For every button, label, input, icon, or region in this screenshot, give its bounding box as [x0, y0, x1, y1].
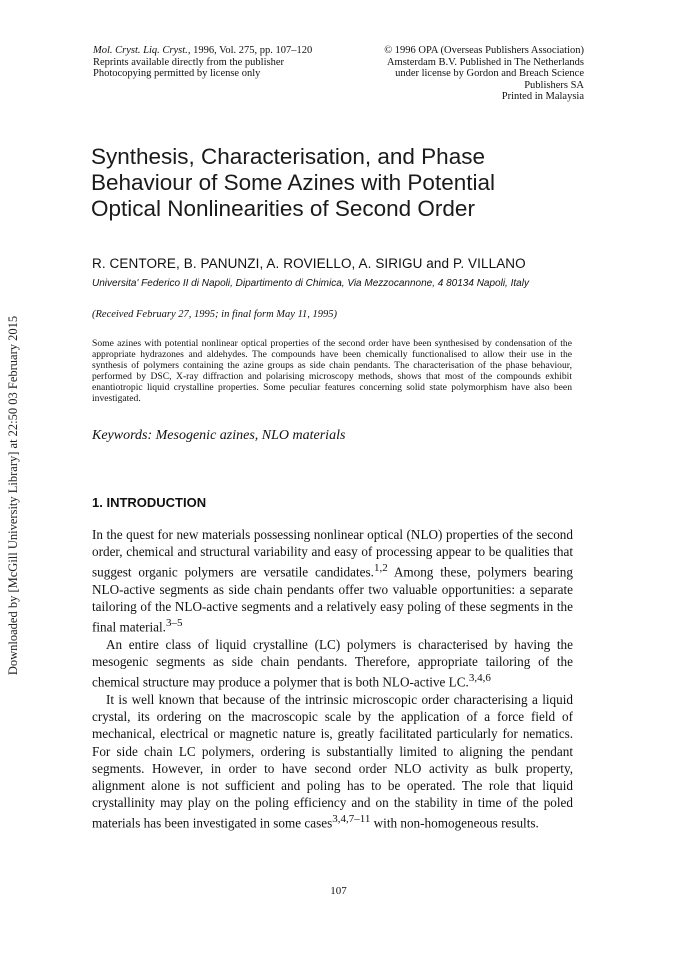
- download-watermark-text: Downloaded by [McGill University Library] at 22:50 03 February 2015: [6, 315, 21, 675]
- printed-line: Printed in Malaysia: [501, 91, 584, 102]
- license-line: under license by Gordon and Breach Science: [395, 68, 584, 79]
- keywords: Keywords: Mesogenic azines, NLO materials: [92, 428, 346, 443]
- abstract: Some azines with potential nonlinear optical properties of the second order have been synthesised by condensation of the appropriate hydrazones and aldehydes. The compounds have been chemically functionalised to allow their use in the synthesis of polymers containing the azine groups as side chain pendants. The characterisation of the phase behaviour, performed by DSC, X-ray diffraction and polarising microscopy methods, shows that most of the compounds exhibit enantiotropic liquid crystalline properties. Some peculiar features concerning solid state polymorphism have also been investigated.: [92, 338, 572, 404]
- reference-superscript: 1,2: [373, 562, 388, 575]
- citation-details: , 1996, Vol. 275, pp. 107–120: [187, 45, 313, 56]
- reprints-line: Reprints available directly from the publisher: [93, 56, 284, 68]
- journal-name: Mol. Cryst. Liq. Cryst.: [93, 45, 188, 56]
- journal-header-right: [384, 45, 584, 103]
- journal-header-left: [93, 45, 312, 80]
- paragraph-text: An entire class of liquid crystalline (LC) polymers is characterised by having the mesogenic segments as side chain pendants. Therefore, appropriate tailoring of the chemical structure may produce a polymer that is both NLO-active LC.: [92, 637, 573, 690]
- publisher-line: Amsterdam B.V. Published in The Netherlands: [386, 56, 584, 68]
- paragraph-text: Among these, polymers bearing NLO-active segments as side chain pendants offer two valuable opportunities: a separate tailoring of the NLO-active segments and a relatively easy poling of these segments in the final material.: [92, 564, 573, 635]
- publisher-name-line: Publishers SA: [524, 79, 584, 91]
- copyright-line: © 1996 OPA (Overseas Publishers Association): [384, 45, 584, 56]
- citation-line: [93, 45, 312, 57]
- reference-superscript: 3,4,7–11: [332, 813, 371, 826]
- title-line: Optical Nonlinearities of Second Order: [91, 196, 475, 221]
- paragraph: [92, 691, 573, 832]
- reference-superscript: 3,4,6: [468, 672, 491, 685]
- paragraph-text: with non-homogeneous results.: [370, 815, 539, 831]
- reference-superscript: 3–5: [165, 617, 183, 630]
- paragraph-text: In the quest for new materials possessing nonlinear optical (NLO) properties of the second order, chemical and structural variability and easy of processing appear to be qualities that suggest organic polymers are versatile candidates.: [92, 527, 573, 580]
- paragraph: [92, 636, 573, 691]
- photocopy-line: Photocopying permitted by license only: [93, 68, 261, 79]
- section-heading: 1. INTRODUCTION: [92, 495, 207, 510]
- paragraph-text: It is well known that because of the intrinsic microscopic order characterising a liquid crystal, its ordering on the macroscopic scale by the application of a force field of mechanical, electrical or magnetic nature is, greatly facilitated particularly for nematics. For side chain LC polymers, ordering is substantially limited to aligning the pendant segments. However, in order to have second order NLO activity as bulk property, alignment alone is not sufficient and poling has to be operated. The role that liquid crystallinity may play on the poling efficiency and on the stability in time of the poled materials has been investigated in some cases: [92, 692, 573, 831]
- authors: R. CENTORE, B. PANUNZI, A. ROVIELLO, A. SIRIGU and P. VILLANO: [92, 256, 526, 271]
- title-line: Synthesis, Characterisation, and Phase: [91, 144, 485, 169]
- title-line: Behaviour of Some Azines with Potential: [91, 170, 495, 195]
- paragraph: [92, 526, 573, 636]
- page-number: 107: [330, 885, 347, 897]
- received-dates: (Received February 27, 1995; in final form May 11, 1995): [92, 309, 338, 320]
- download-watermark: [2, 305, 26, 685]
- article-title: [91, 144, 571, 222]
- body-text: [92, 526, 573, 832]
- affiliation: Universita' Federico II di Napoli, Dipartimento di Chimica, Via Mezzocannone, 4 80134 Napoli, Italy: [92, 278, 529, 289]
